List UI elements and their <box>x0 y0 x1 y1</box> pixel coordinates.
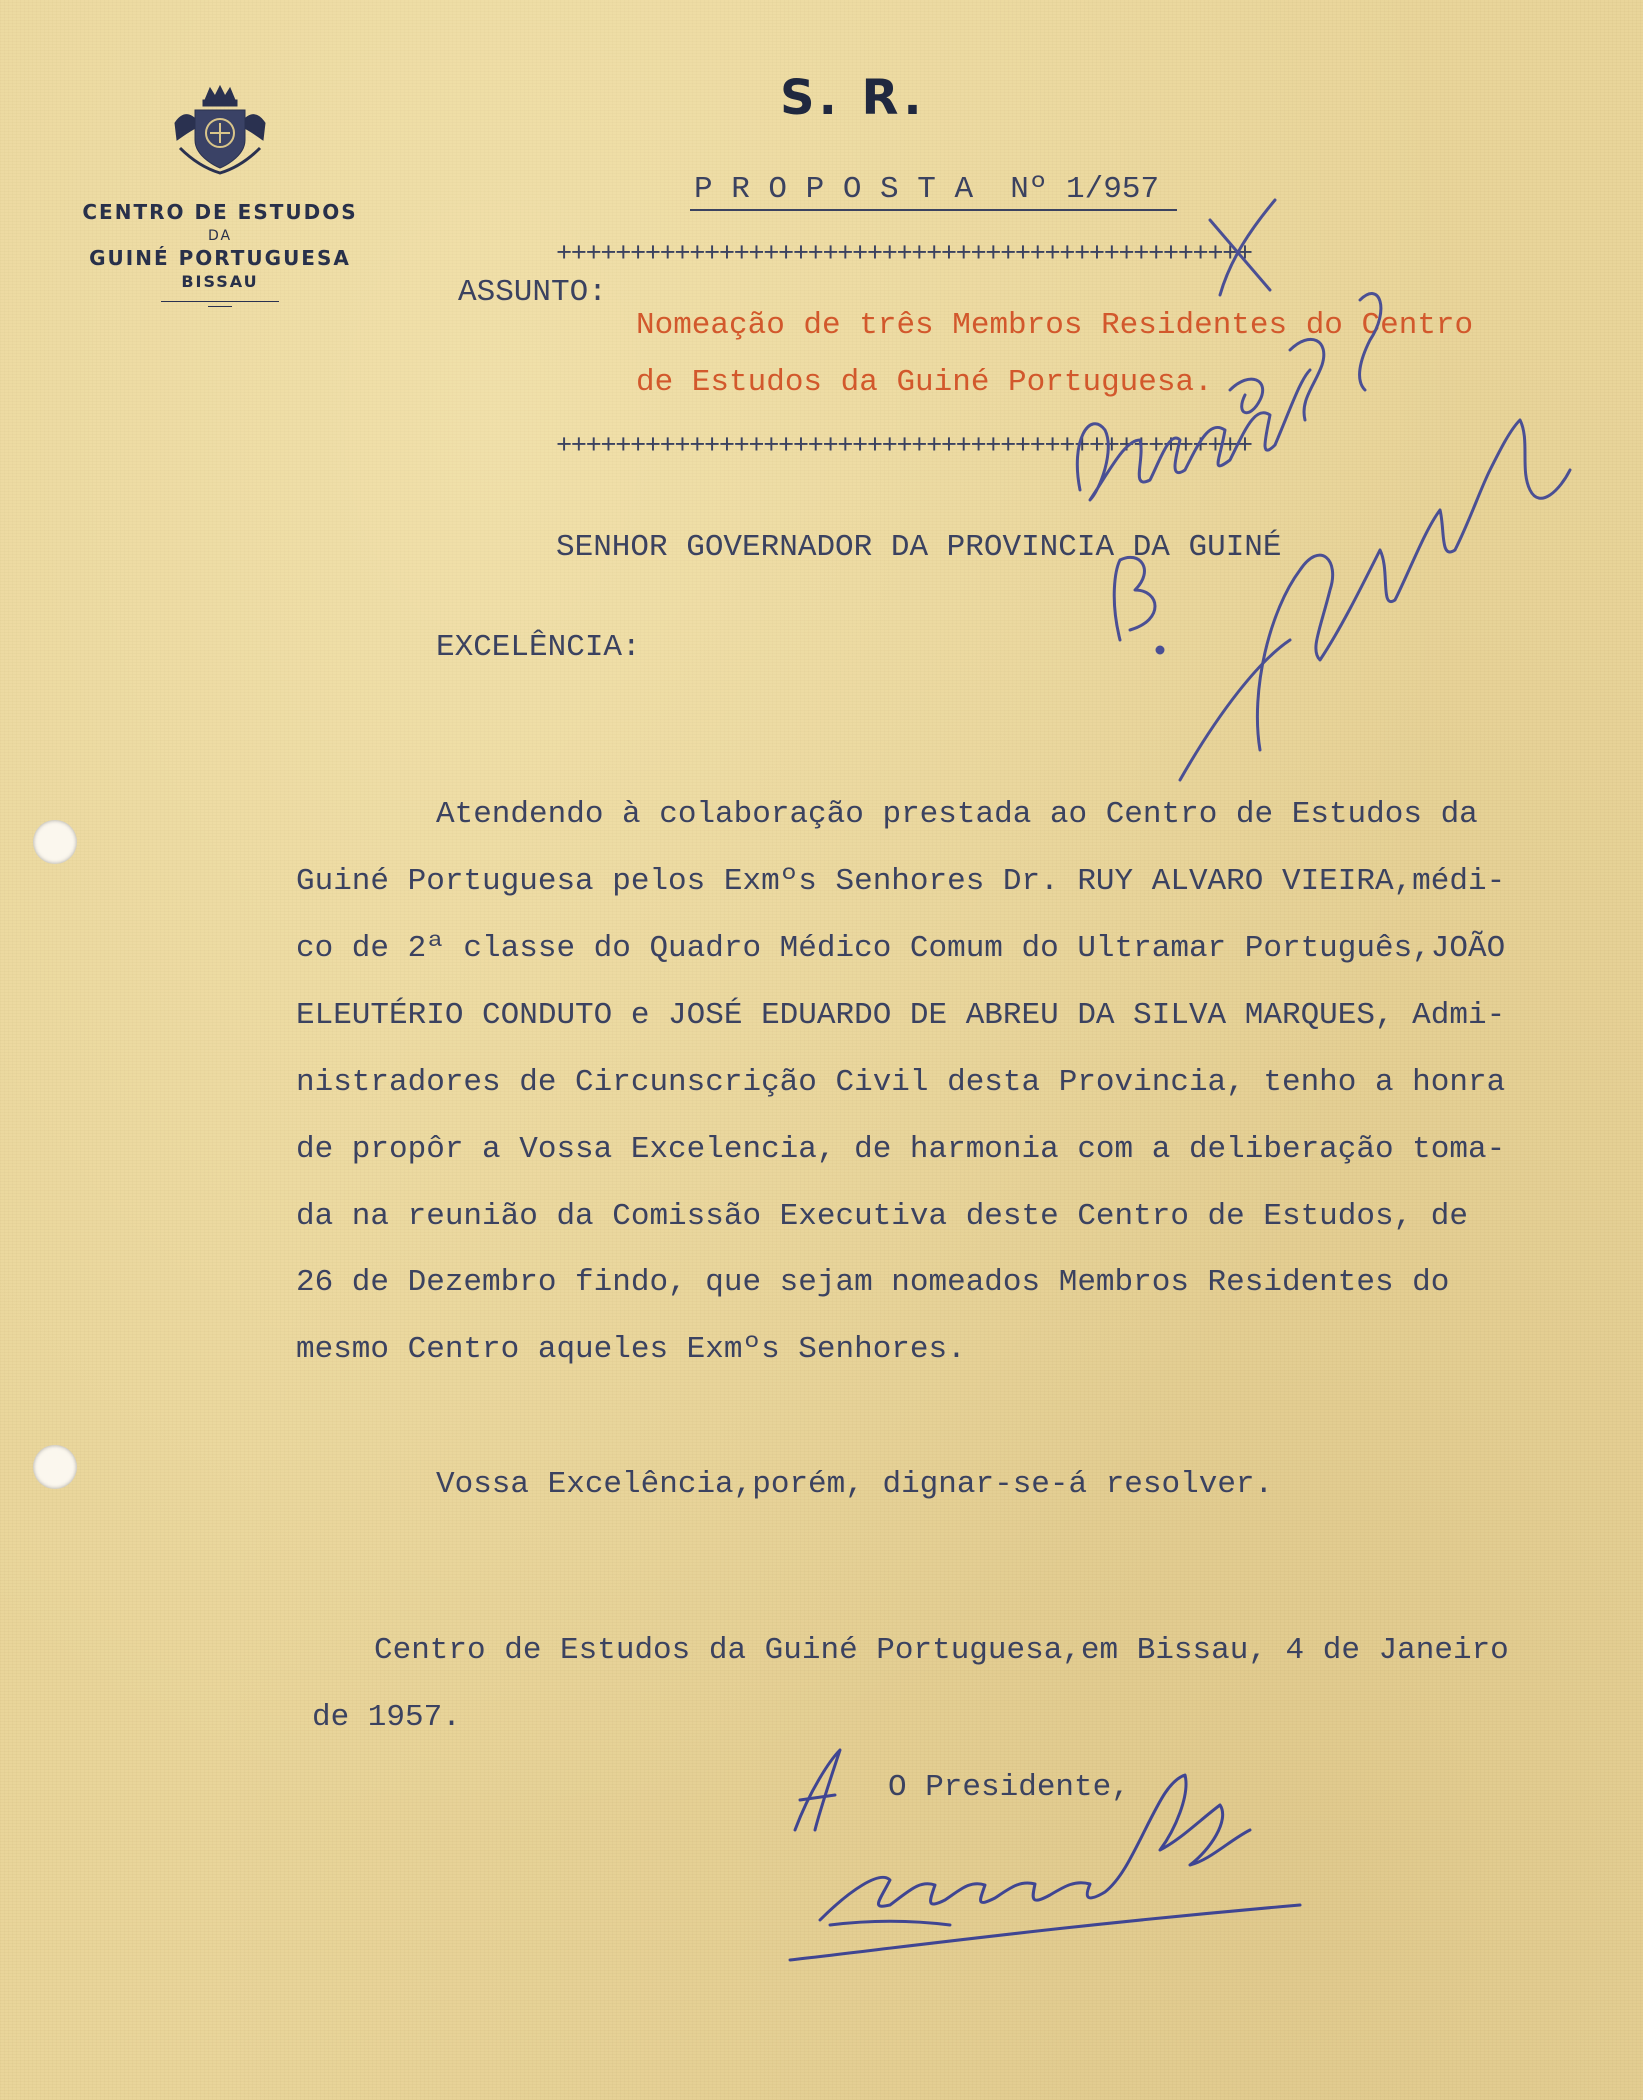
body-line-9: mesmo Centro aqueles Exmºs Senhores. <box>296 1332 966 1367</box>
addressee: SENHOR GOVERNADOR DA PROVINCIA DA GUINÉ <box>556 530 1282 565</box>
body-line-8: 26 de Dezembro findo, que sejam nomeados Membros Residentes do <box>296 1265 1450 1300</box>
handwritten-approval-annotation <box>1060 190 1620 830</box>
sr-mark: S. R. <box>780 70 926 126</box>
body-line-2: Guiné Portuguesa pelos Exmºs Senhores Dr. RUY ALVARO VIEIRA,médi- <box>296 864 1506 899</box>
letterhead-line-1: CENTRO DE ESTUDOS <box>82 200 358 224</box>
letterhead-rule <box>161 301 279 302</box>
signatory-title: O Presidente, <box>888 1770 1130 1805</box>
subject-line-1: Nomeação de três Membros Residentes do Centro <box>636 308 1474 343</box>
letterhead-short-rule <box>208 306 232 307</box>
body-line-6: de propôr a Vossa Excelencia, de harmonia com a deliberação toma- <box>296 1132 1506 1167</box>
subject-line-2: de Estudos da Guiné Portuguesa. <box>636 365 1213 400</box>
salutation: EXCELÊNCIA: <box>436 630 641 665</box>
proposal-number: P R O P O S T A Nº 1/957 <box>690 172 1177 211</box>
body-line-1: Atendendo à colaboração prestada ao Centro de Estudos da <box>436 797 1478 832</box>
body-line-3: co de 2ª classe do Quadro Médico Comum do Ultramar Português,JOÃO <box>296 931 1506 966</box>
body-line-5: nistradores de Circunscrição Civil desta Provincia, tenho a honra <box>296 1065 1506 1100</box>
president-signature <box>720 1720 1340 1980</box>
place-date-line-2: de 1957. <box>312 1700 461 1735</box>
coat-of-arms-emblem <box>165 78 275 178</box>
binder-hole-bottom <box>33 1445 77 1489</box>
separator-top: +++++++++++++++++++++++++++++++++++++++++++++++ <box>556 240 1252 270</box>
place-date-line-1: Centro de Estudos da Guiné Portuguesa,em Bissau, 4 de Janeiro <box>374 1633 1509 1668</box>
subject-label: ASSUNTO: <box>458 275 607 310</box>
closing-line: Vossa Excelência,porém, dignar-se-á resolver. <box>436 1467 1274 1502</box>
letterhead-line-3: GUINÉ PORTUGUESA <box>89 246 351 270</box>
binder-hole-top <box>33 820 77 864</box>
body-line-4: ELEUTÉRIO CONDUTO e JOSÉ EDUARDO DE ABREU DA SILVA MARQUES, Admi- <box>296 998 1506 1033</box>
letterhead <box>60 78 380 307</box>
body-line-7: da na reunião da Comissão Executiva deste Centro de Estudos, de <box>296 1199 1468 1234</box>
letterhead-line-2: DA <box>207 228 233 244</box>
letterhead-line-4: BISSAU <box>181 272 259 291</box>
separator-bottom: +++++++++++++++++++++++++++++++++++++++++++++++ <box>556 432 1252 462</box>
